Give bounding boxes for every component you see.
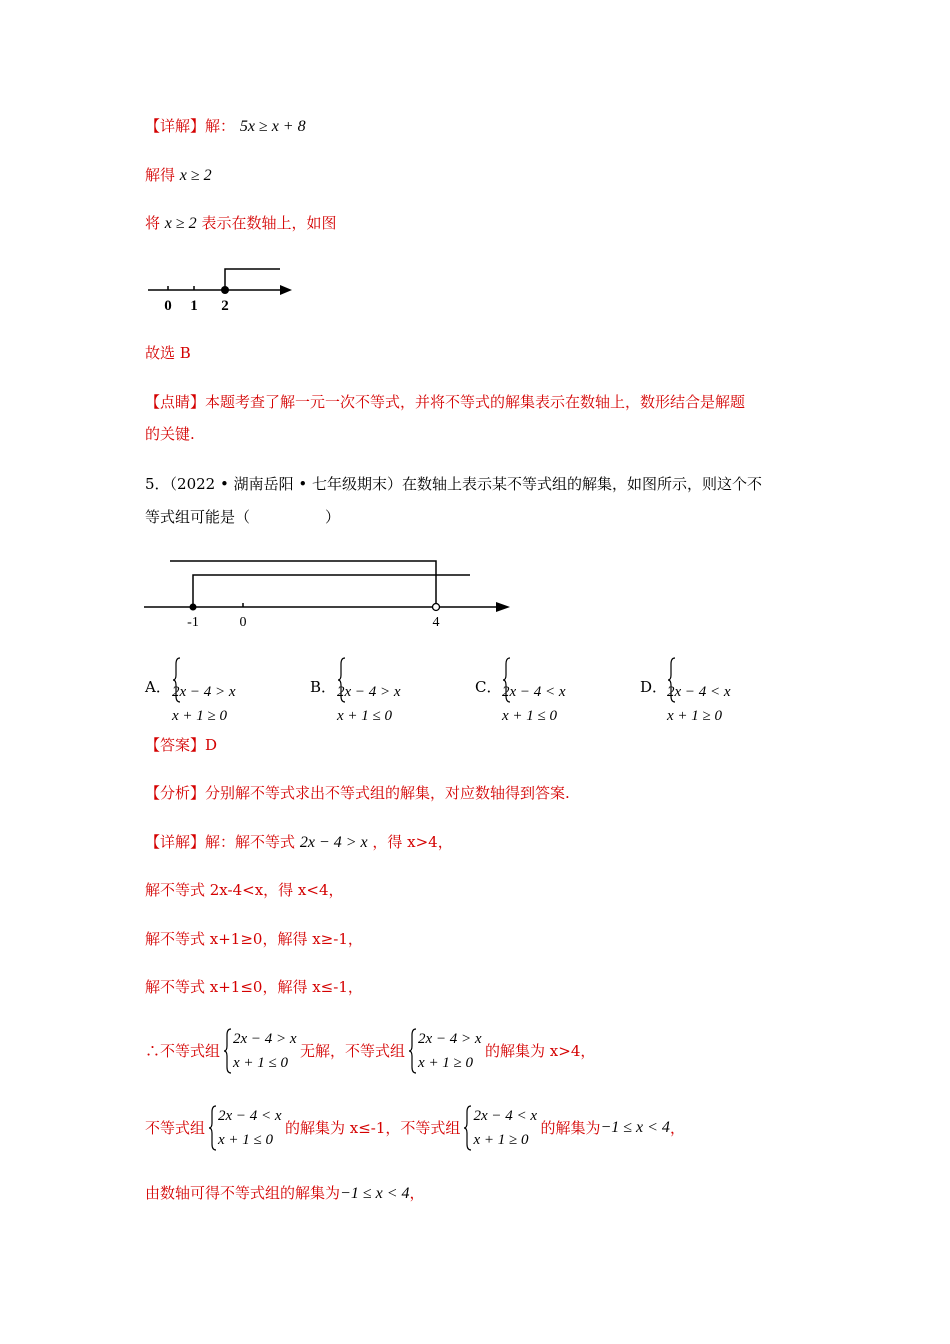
comment-text-1: 本题考查了解一元一次不等式，并将不等式的解集表示在数轴上，数形结合是解题	[205, 393, 746, 411]
brace-icon	[667, 656, 677, 704]
tick-label: 0	[164, 298, 172, 314]
conclusion1-suffix: 的解集为 x>4，	[485, 1042, 596, 1060]
system-row: 2x − 4 < x	[502, 684, 566, 700]
inequality-system	[502, 656, 566, 728]
inequality-expr: 5x ≥ x + 8	[239, 118, 306, 135]
conclusion2-mid: 的解集为 x≤-1，不等式组	[285, 1119, 461, 1137]
system-row: x + 1 ≥ 0	[418, 1055, 474, 1071]
final-prefix: 由数轴可得不等式组的解集为	[145, 1184, 341, 1202]
comment-line-1	[145, 392, 745, 412]
system-row: x + 1 ≤ 0	[233, 1055, 289, 1071]
inequality-system	[172, 656, 236, 728]
numline-note-suffix: 表示在数轴上，如图	[201, 214, 337, 232]
tick-label: 0	[239, 615, 247, 630]
system-row: 2x − 4 > x	[337, 684, 401, 700]
brace-icon	[502, 656, 512, 704]
brace-icon	[172, 656, 182, 704]
option-label: B．	[310, 678, 337, 696]
system-row: x + 1 ≤ 0	[502, 708, 558, 724]
brace-icon	[337, 656, 347, 704]
detail2-expr: 2x − 4 > x	[299, 834, 368, 851]
option-label: A．	[145, 678, 171, 696]
conclusion2-suffix2: ，	[669, 1119, 685, 1137]
step-line-2: 解不等式 2x-4<x，得 x<4，	[145, 881, 344, 899]
detail-prefix: 解：	[205, 117, 236, 135]
final-expr: −1 ≤ x < 4	[340, 1185, 410, 1202]
answer-tag: 【答案】	[145, 736, 206, 754]
closed-point	[221, 286, 229, 294]
system-row: 2x − 4 > x	[233, 1031, 297, 1047]
inequality-system	[208, 1104, 282, 1152]
system-row: 2x − 4 < x	[667, 684, 731, 700]
system-row: x + 1 ≥ 0	[473, 1132, 529, 1148]
final-line	[145, 1183, 425, 1204]
system-row: x + 1 ≤ 0	[337, 708, 393, 724]
detail2-suffix: ，得 x>4，	[372, 833, 453, 851]
tick-label: 4	[432, 615, 440, 630]
system-row: 2x − 4 < x	[473, 1108, 537, 1124]
answer-line	[145, 735, 217, 755]
step-line-4: 解不等式 x+1≤0，解得 x≤-1，	[145, 978, 363, 996]
system-row: 2x − 4 > x	[172, 684, 236, 700]
conclusion2-prefix: 不等式组	[145, 1119, 206, 1137]
conclusion1-mid: 无解，不等式组	[300, 1042, 406, 1060]
answer-value: D	[205, 736, 218, 754]
conclusion-line-2	[145, 1103, 685, 1152]
final-suffix: ，	[409, 1184, 425, 1202]
tick-label: -1	[187, 615, 199, 630]
analysis-text: 分别解不等式求出不等式组的解集，对应数轴得到答案.	[205, 784, 570, 802]
numline-note	[145, 213, 336, 234]
comment-tag: 【点睛】	[145, 393, 206, 411]
open-point	[433, 604, 440, 611]
tick-label: 1	[190, 298, 198, 314]
conclusion2-expr: −1 ≤ x < 4	[600, 1119, 670, 1136]
inequality-system	[667, 656, 731, 728]
number-line-1	[140, 258, 300, 318]
system-row: x + 1 ≥ 0	[172, 708, 228, 724]
system-row: 2x − 4 > x	[418, 1031, 482, 1047]
solve-prefix: 解得	[145, 166, 176, 184]
detail-line-1	[145, 116, 306, 137]
inequality-system	[337, 656, 401, 728]
system-row: 2x − 4 < x	[218, 1108, 282, 1124]
conclusion-line-1	[145, 1026, 595, 1075]
question-5-line-1: 5．（2022 • 湖南岳阳 • 七年级期末）在数轴上表示某不等式组的解集，如图所示，则这个不	[145, 475, 762, 493]
inequality-system	[408, 1027, 482, 1075]
inequality-system	[463, 1104, 537, 1152]
closed-point	[190, 604, 197, 611]
conclusion1-prefix: ∴不等式组	[145, 1042, 221, 1060]
conclusion2-suffix1: 的解集为	[540, 1119, 601, 1137]
numline-note-prefix: 将	[145, 214, 161, 232]
detail-tag: 【详解】	[145, 117, 206, 135]
detail2-prefix: 解：解不等式	[205, 833, 296, 851]
solve-expr: x ≥ 2	[179, 167, 212, 184]
numline-note-expr: x ≥ 2	[164, 215, 197, 232]
step-line-3: 解不等式 x+1≥0，解得 x≥-1，	[145, 930, 363, 948]
question-5-line-2: 等式组可能是（ ）	[145, 508, 341, 526]
detail-line-2	[145, 832, 453, 853]
system-row: x + 1 ≥ 0	[667, 708, 723, 724]
tick-label: 2	[221, 298, 229, 314]
inequality-system	[223, 1027, 297, 1075]
option-label: D．	[640, 678, 668, 696]
option-label: C．	[475, 678, 502, 696]
detail2-tag: 【详解】	[145, 833, 206, 851]
comment-line-2: 的关键.	[145, 425, 195, 443]
analysis-line	[145, 783, 570, 803]
analysis-tag: 【分析】	[145, 784, 206, 802]
number-line-2	[140, 552, 520, 636]
choose-line: 故选 B	[145, 344, 191, 362]
system-row: x + 1 ≤ 0	[218, 1132, 274, 1148]
solve-line-1	[145, 165, 212, 186]
